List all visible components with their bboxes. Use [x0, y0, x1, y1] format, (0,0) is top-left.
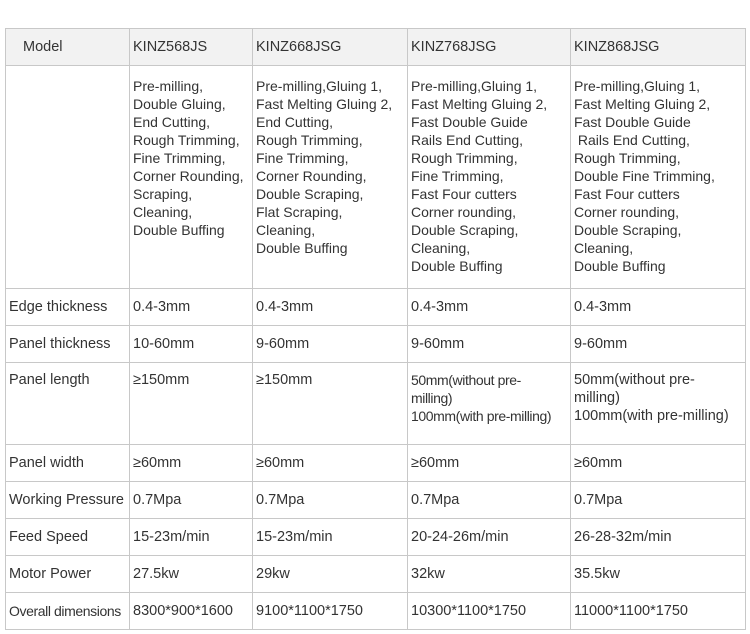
cell-line: 100mm(with pre-milling) — [574, 408, 729, 424]
table-cell: ≥60mm — [408, 445, 571, 482]
cell-line: 50mm(without pre- — [411, 372, 521, 388]
header-kinz568js: KINZ568JS — [130, 29, 253, 66]
panel-width-row — [6, 445, 746, 482]
feature-line: Pre-milling,Gluing 1, — [256, 78, 383, 94]
feature-line: Corner rounding, — [574, 204, 680, 220]
row-label: Motor Power — [6, 556, 130, 593]
feature-line: Double Scraping, — [574, 222, 682, 238]
table-cell: 29kw — [253, 556, 408, 593]
table-cell: 10300*1100*1750 — [408, 593, 571, 630]
table-cell: ≥60mm — [130, 445, 253, 482]
cell-line: milling) — [574, 390, 620, 406]
feature-line: Corner rounding, — [411, 204, 517, 220]
feature-line: Double Buffing — [256, 240, 348, 256]
feature-line: End Cutting, — [133, 114, 211, 130]
feature-line: Cleaning, — [574, 240, 634, 256]
feature-line: Fine Trimming, — [133, 150, 226, 166]
header-model: Model — [6, 29, 130, 66]
feature-line: Double Scraping, — [411, 222, 519, 238]
cell-line: 100mm(with pre-milling) — [411, 408, 552, 424]
feature-line: Fast Melting Gluing 2, — [256, 96, 393, 112]
table-cell: 0.4-3mm — [408, 289, 571, 326]
table-cell: 15-23m/min — [130, 519, 253, 556]
table-cell: ≥150mm — [253, 363, 408, 445]
feature-line: Rails End Cutting, — [411, 132, 524, 148]
feature-line: Fine Trimming, — [411, 168, 504, 184]
table-cell: 0.7Mpa — [408, 482, 571, 519]
feed-speed-row — [6, 519, 746, 556]
table-cell: 0.7Mpa — [571, 482, 746, 519]
feature-line: Double Buffing — [574, 258, 666, 274]
feature-line: Rails End Cutting, — [574, 132, 690, 148]
table-cell: 10-60mm — [130, 326, 253, 363]
row-label: Feed Speed — [6, 519, 130, 556]
table-cell: 0.7Mpa — [253, 482, 408, 519]
features-kinz768jsg — [408, 66, 571, 289]
feature-line: Fast Four cutters — [411, 186, 517, 202]
table-cell: ≥60mm — [571, 445, 746, 482]
row-label: Working Pressure — [6, 482, 130, 519]
feature-line: Double Scraping, — [256, 186, 364, 202]
table-cell: 0.7Mpa — [130, 482, 253, 519]
feature-line: Fast Four cutters — [574, 186, 680, 202]
header-kinz668jsg: KINZ668JSG — [253, 29, 408, 66]
row-label: Panel thickness — [6, 326, 130, 363]
table-cell: 9100*1100*1750 — [253, 593, 408, 630]
feature-line: Scraping, — [133, 186, 193, 202]
features-kinz568js — [130, 66, 253, 289]
feature-line: Rough Trimming, — [256, 132, 363, 148]
feature-line: Cleaning, — [411, 240, 471, 256]
features-kinz668jsg — [253, 66, 408, 289]
row-label: Panel length — [6, 363, 130, 445]
table-cell: 11000*1100*1750 — [571, 593, 746, 630]
feature-line: Fast Melting Gluing 2, — [574, 96, 711, 112]
row-label: Edge thickness — [6, 289, 130, 326]
features-kinz868jsg — [571, 66, 746, 289]
table-cell: 20-24-26m/min — [408, 519, 571, 556]
panel-length-row — [6, 363, 746, 445]
header-kinz768jsg: KINZ768JSG — [408, 29, 571, 66]
table-cell: 8300*900*1600 — [130, 593, 253, 630]
table-cell: 35.5kw — [571, 556, 746, 593]
feature-line: Double Buffing — [411, 258, 503, 274]
feature-line: Double Gluing, — [133, 96, 226, 112]
feature-line: Double Buffing — [133, 222, 225, 238]
cell-line: milling) — [411, 390, 453, 406]
overall-dimensions-row — [6, 593, 746, 630]
table-cell: 9-60mm — [253, 326, 408, 363]
feature-line: Pre-milling,Gluing 1, — [411, 78, 538, 94]
table-cell: 0.4-3mm — [253, 289, 408, 326]
table-cell: 0.4-3mm — [130, 289, 253, 326]
feature-line: Fast Double Guide — [411, 114, 528, 130]
table-cell: 15-23m/min — [253, 519, 408, 556]
feature-line: Pre-milling,Gluing 1, — [574, 78, 701, 94]
table-cell: 9-60mm — [408, 326, 571, 363]
feature-line: Fast Melting Gluing 2, — [411, 96, 548, 112]
feature-line: Pre-milling, — [133, 78, 204, 94]
row-label: Overall dimensions — [6, 593, 130, 630]
feature-line: Corner Rounding, — [256, 168, 367, 184]
features-row — [6, 66, 746, 289]
feature-line: Rough Trimming, — [133, 132, 240, 148]
table-cell — [571, 363, 746, 445]
feature-line: Double Fine Trimming, — [574, 168, 715, 184]
spec-table — [5, 28, 746, 630]
feature-line: End Cutting, — [256, 114, 334, 130]
table-cell: 26-28-32m/min — [571, 519, 746, 556]
feature-line: Corner Rounding, — [133, 168, 244, 184]
feature-line: Cleaning, — [133, 204, 193, 220]
motor-power-row — [6, 556, 746, 593]
table-cell: 9-60mm — [571, 326, 746, 363]
feature-line: Rough Trimming, — [411, 150, 518, 166]
table-cell: ≥150mm — [130, 363, 253, 445]
table-cell — [408, 363, 571, 445]
table-cell: 27.5kw — [130, 556, 253, 593]
features-label-cell — [6, 66, 130, 289]
header-kinz868jsg: KINZ868JSG — [571, 29, 746, 66]
working-pressure-row — [6, 482, 746, 519]
table-cell: 0.4-3mm — [571, 289, 746, 326]
table-cell: 32kw — [408, 556, 571, 593]
feature-line: Fine Trimming, — [256, 150, 349, 166]
feature-line: Cleaning, — [256, 222, 316, 238]
feature-line: Fast Double Guide — [574, 114, 691, 130]
feature-line: Rough Trimming, — [574, 150, 681, 166]
edge-thickness-row — [6, 289, 746, 326]
cell-line: 50mm(without pre- — [574, 372, 695, 388]
table-cell: ≥60mm — [253, 445, 408, 482]
header-row — [6, 29, 746, 66]
panel-thickness-row — [6, 326, 746, 363]
feature-line: Flat Scraping, — [256, 204, 343, 220]
row-label: Panel width — [6, 445, 130, 482]
